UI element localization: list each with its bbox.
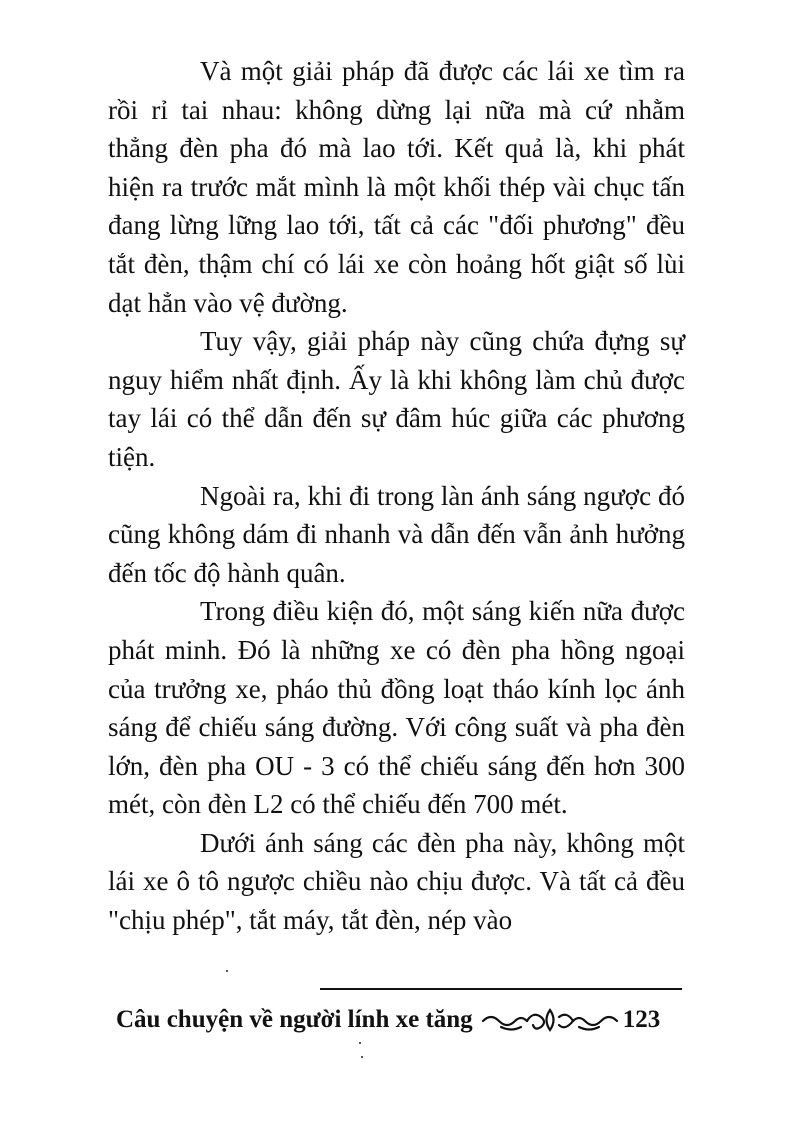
book-title: Câu chuyện về người lính xe tăng [116, 1006, 473, 1033]
paragraph-4: Trong điều kiện đó, một sáng kiến nữa được phát minh. Đó là những xe có đèn pha hồng ngoại của trưởng xe, pháo thủ đồng loạt tháo kính lọc ánh sáng để chiếu sáng đường. Với công suất và pha đèn lớn, đèn pha OU - 3 có thể chiếu sáng đến hơn 300 mét, còn đèn L2 có thể chiếu đến 700 mét. [108, 596, 685, 820]
footer-rule [320, 988, 682, 990]
scan-speck [359, 1042, 361, 1044]
paragraph-2: Tuy vậy, giải pháp này cũng chứa đựng sự nguy hiểm nhất định. Ấy là khi không làm chủ được tay lái có thể dẫn đến sự đâm húc giữa các phương tiện. [108, 326, 685, 472]
scroll-ornament-icon [481, 1005, 619, 1035]
paragraph-1: Và một giải pháp đã được các lái xe tìm ra rồi rỉ tai nhau: không dừng lại nữa mà cứ nhằm thẳng đèn pha đó mà lao tới. Kết quả là, khi phát hiện ra trước mắt mình là một khối thép vài chục tấn đang lừng lững lao tới, tất cả các "đối phương" đều tắt đèn, thậm chí có lái xe còn hoảng hốt giật số lùi dạt hẳn vào vệ đường. [108, 56, 685, 318]
scan-speck [226, 970, 228, 972]
paragraph-3: Ngoài ra, khi đi trong làn ánh sáng ngược đó cũng không dám đi nhanh và dẫn đến vẫn ảnh hưởng đến tốc độ hành quân. [108, 480, 685, 588]
page-number: 123 [622, 1006, 661, 1033]
page-body [108, 52, 685, 940]
scan-speck [361, 1056, 363, 1058]
paragraph-5: Dưới ánh sáng các đèn pha này, không một lái xe ô tô ngược chiều nào chịu được. Và tất cả đều "chịu phép", tắt máy, tắt đèn, nép vào [108, 827, 685, 936]
page-footer [116, 1000, 686, 1040]
